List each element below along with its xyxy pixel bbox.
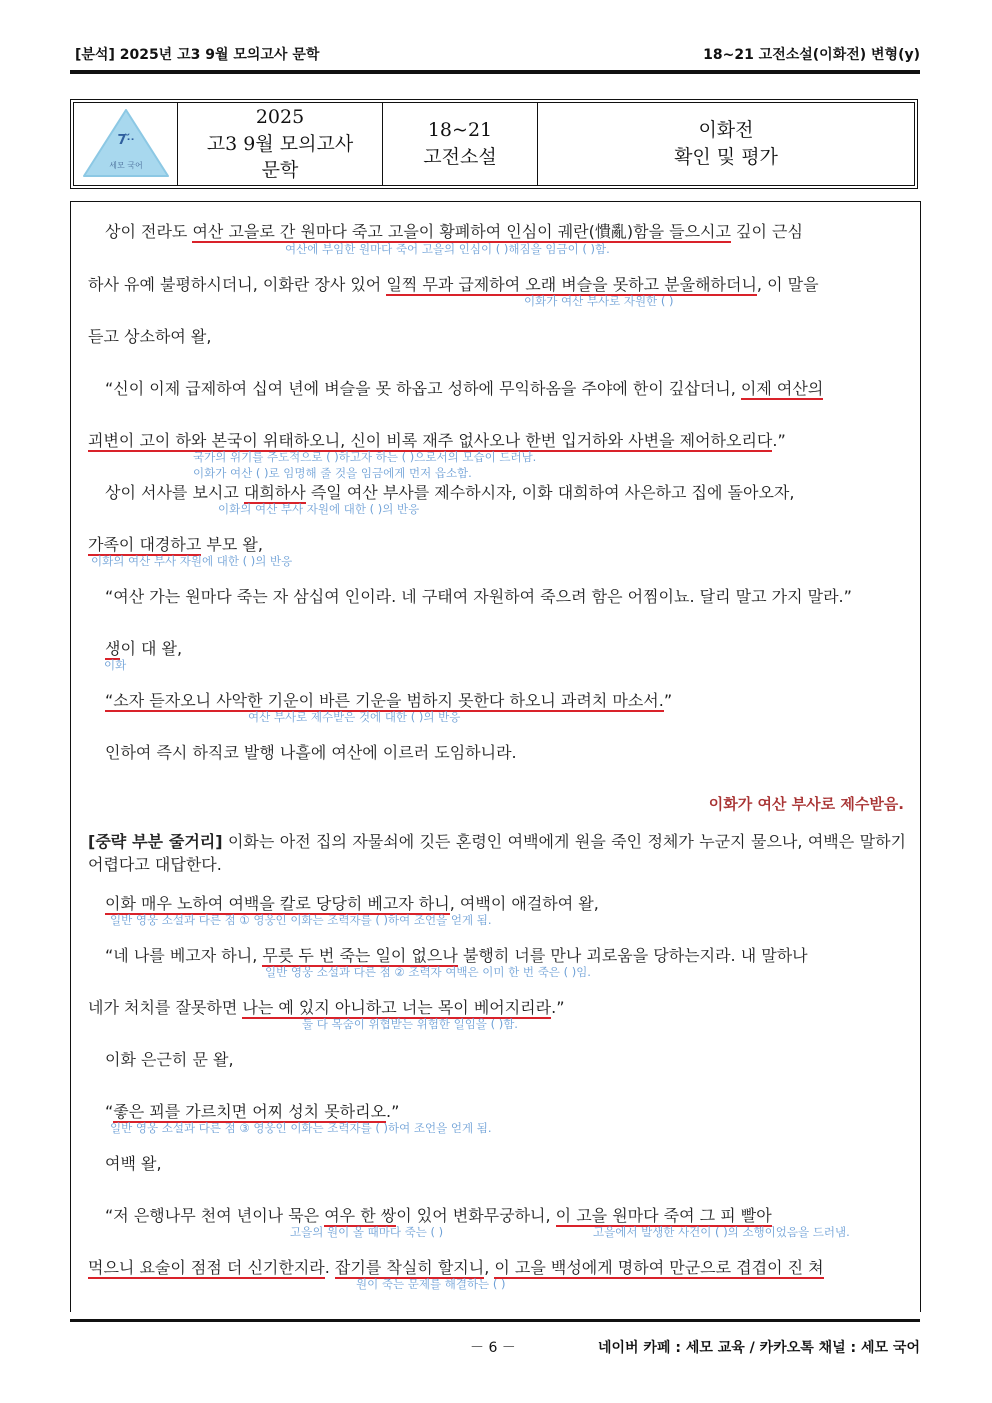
annotation: 일반 영웅 소설과 다른 점 ① 영웅인 이화는 조력자를 ( )하여 조언을 얻게 됨. (110, 913, 492, 927)
exam-cell (178, 103, 383, 185)
passage-line: “네 나를 베고자 하니, 무릇 두 번 죽는 일이 없으나 불행히 너를 만나 괴로움을 당하는지라. 내 말하나 (105, 946, 808, 965)
annotation: 여산에 부임한 원마다 죽어 고을의 인심이 ( )해짐을 임금이 ( )함. (285, 242, 610, 256)
passage-line: 상이 서사를 보시고 대희하사 즉일 여산 부사를 제수하시자, 이화 대희하여 사은하고 집에 돌아오자, (105, 483, 795, 502)
work-cell (538, 103, 914, 185)
question-range: 18~21 (427, 119, 493, 142)
exam-year: 2025 (255, 106, 305, 129)
page-number: － 6 － (470, 1340, 516, 1356)
annotation: 여산 부사로 제수받은 것에 대한 ( )의 반응 (248, 710, 461, 724)
passage-line: 상이 전라도 여산 고을로 간 원마다 죽고 고을이 황폐하여 인심이 궤란(憒亂)함을 들으시고 깊이 근심 (105, 222, 803, 241)
header-rule (70, 70, 920, 74)
annotation: 원이 죽는 문제를 해결하는 ( ) (356, 1277, 506, 1291)
genre: 고전소설 (423, 146, 497, 168)
annotation: 일반 영웅 소설과 다른 점 ② 조력자 여백은 이미 한 번 죽은 ( )임. (265, 965, 591, 979)
passage-line: “신이 이제 급제하여 십여 년에 벼슬을 못 하옵고 성하에 무익하옴을 주야에 한이 깊삽더니, 이제 여산의 (105, 379, 824, 398)
header-title: [분석] 2025년 고3 9월 모의고사 문학 (75, 47, 320, 63)
range-cell (383, 103, 538, 185)
annotation: 일반 영웅 소설과 다른 점 ③ 영웅인 이화는 조력자를 ( )하여 조언을 얻게 됨. (110, 1121, 492, 1135)
title-table (70, 99, 918, 189)
passage-line: “좋은 꾀를 가르치면 어찌 성치 못하리오.” (105, 1102, 400, 1121)
worksheet-purpose: 확인 및 평가 (674, 146, 778, 168)
annotation: 이화의 여산 부사 자원에 대한 ( )의 반응 (218, 502, 420, 516)
work-title: 이화전 (698, 119, 754, 142)
passage-line: “저 은행나무 천여 년이나 묵은 여우 한 쌍이 있어 변화무궁하니, 이 고을 원마다 죽여 그 피 빨아 (105, 1206, 772, 1225)
annotation: 이화 (104, 658, 127, 672)
passage-line: 가족이 대경하고 부모 왈, (88, 535, 263, 554)
passage-line: 인하여 즉시 하직코 발행 나흘에 여산에 이르러 도임하니라. (105, 743, 517, 762)
footer-rule (70, 1319, 920, 1322)
plot-summary: [중략 부분 줄거리] 이화는 아전 집의 자물쇠에 깃든 혼령인 여백에게 원을 죽인 정체가 누군지 물으나, 여백은 말하기 어렵다고 대답한다. (88, 832, 906, 874)
annotation: 이화의 여산 부사 자원에 대한 ( )의 반응 (91, 554, 293, 568)
scene-summary: 이화가 여산 부사로 제수받음. (708, 795, 904, 813)
annotation: 둘 다 목숨이 위협받는 위험한 일임을 ( )함. (302, 1017, 518, 1031)
annotation: 고을의 원이 올 때마다 죽는 ( ) (290, 1225, 444, 1239)
passage-line: 괴변이 고이 하와 본국이 위태하오니, 신이 비록 재주 없사오나 한번 입거하와 사변을 제어하오리다.” (88, 431, 786, 450)
passage-line: 여백 왈, (105, 1154, 162, 1173)
footer-channel: 네이버 카페 : 세모 교육 / 카카오톡 채널 : 세모 국어 (597, 1340, 920, 1356)
annotation: 고을에서 발생한 사건이 ( )의 소행이었음을 드러냄. (593, 1225, 850, 1239)
header-subtitle: 18~21 고전소설(이화전) 변형(y) (703, 47, 920, 63)
exam-subject: 문학 (261, 159, 299, 182)
passage-line: “소자 듣자오니 사악한 기운이 바른 기운을 범하지 못한다 하오니 과려치 마소서.” (105, 691, 673, 710)
annotation: 이화가 여산 부사로 자원한 ( ) (524, 294, 674, 308)
svg-text:7ᐧ̆ᐧ: 7ᐧ̆ᐧ (116, 133, 135, 148)
logo-cell (74, 103, 178, 185)
passage-line: 이화 은근히 문 왈, (105, 1050, 234, 1069)
passage-line: “여산 가는 원마다 죽는 자 삼십여 인이라. 네 구태여 자원하여 죽으려 함은 어찜이뇨. 달리 말고 가지 말라.” (105, 587, 852, 606)
passage-line: 이화 매우 노하여 여백을 칼로 당당히 베고자 하니, 여백이 애걸하여 왈, (105, 894, 599, 913)
passage-line: 듣고 상소하여 왈, (88, 327, 212, 346)
exam-name: 고3 9월 모의고사 (206, 132, 354, 155)
logo-caption: 세모 국어 (108, 161, 143, 170)
annotation: 이화가 여산 ( )로 임명해 줄 것을 임금에게 먼저 읍소함. (193, 466, 472, 480)
passage-line: 네가 처치를 잘못하면 나는 예 있지 아니하고 너는 목이 베어지리라.” (88, 998, 565, 1017)
passage-line: 하사 유예 불평하시더니, 이화란 장사 있어 일찍 무과 급제하여 오래 벼슬을 못하고 분울해하더니, 이 말을 (88, 275, 819, 294)
passage-line: 생이 대 왈, (105, 639, 183, 658)
passage-line: 먹으니 요술이 점점 더 신기한지라. 잡기를 착실히 할지니, 이 고을 백성에게 명하여 만군으로 겹겹이 진 쳐 (88, 1258, 824, 1277)
semo-logo-icon (78, 106, 174, 182)
annotation: 국가의 위기를 주도적으로 ( )하고자 하는 ( )으로서의 모습이 드러남. (193, 450, 537, 464)
